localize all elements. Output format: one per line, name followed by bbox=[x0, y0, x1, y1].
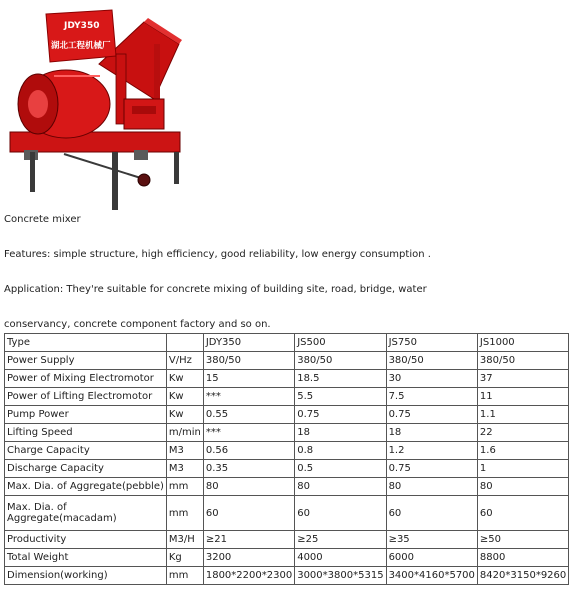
application-paragraph-line2: conservancy, concrete component factory and so on. bbox=[4, 319, 271, 330]
table-value-cell: 380/50 bbox=[203, 352, 294, 370]
table-unit-cell: Kw bbox=[166, 406, 203, 424]
table-row bbox=[5, 424, 569, 442]
table-value-cell: *** bbox=[203, 388, 294, 406]
table-unit-cell: Kw bbox=[166, 388, 203, 406]
table-value-cell: 18 bbox=[295, 424, 386, 442]
table-value-cell: 80 bbox=[295, 478, 386, 496]
table-value-cell: 8800 bbox=[477, 549, 568, 567]
table-value-cell: 60 bbox=[295, 496, 386, 531]
table-value-cell: ≥50 bbox=[477, 531, 568, 549]
table-row-label: Power of Mixing Electromotor bbox=[5, 370, 167, 388]
table-value-cell: 6000 bbox=[386, 549, 477, 567]
concrete-mixer-photo bbox=[4, 4, 190, 212]
table-row-label: Power Supply bbox=[5, 352, 167, 370]
table-row bbox=[5, 460, 569, 478]
table-value-cell: JDY350 bbox=[203, 334, 294, 352]
table-row-label: Discharge Capacity bbox=[5, 460, 167, 478]
table-row-label: Lifting Speed bbox=[5, 424, 167, 442]
table-value-cell: 18 bbox=[386, 424, 477, 442]
table-row-label: Productivity bbox=[5, 531, 167, 549]
table-row-label: Dimension(working) bbox=[5, 567, 167, 585]
table-value-cell: 0.5 bbox=[295, 460, 386, 478]
table-row bbox=[5, 388, 569, 406]
table-value-cell: ≥25 bbox=[295, 531, 386, 549]
table-unit-cell: V/Hz bbox=[166, 352, 203, 370]
table-value-cell: 0.8 bbox=[295, 442, 386, 460]
table-row bbox=[5, 478, 569, 496]
spec-table-body bbox=[5, 334, 569, 585]
table-row-label: Pump Power bbox=[5, 406, 167, 424]
table-unit-cell: mm bbox=[166, 567, 203, 585]
table-value-cell: JS1000 bbox=[477, 334, 568, 352]
table-unit-cell bbox=[166, 334, 203, 352]
table-value-cell: 80 bbox=[386, 478, 477, 496]
table-unit-cell: M3/H bbox=[166, 531, 203, 549]
table-value-cell: 3000*3800*5315 bbox=[295, 567, 386, 585]
product-title: Concrete mixer bbox=[4, 214, 81, 225]
table-value-cell: ≥21 bbox=[203, 531, 294, 549]
features-paragraph: Features: simple structure, high efficiency, good reliability, low energy consumption . bbox=[4, 249, 431, 260]
table-row bbox=[5, 370, 569, 388]
table-value-cell: 60 bbox=[386, 496, 477, 531]
table-value-cell: 0.55 bbox=[203, 406, 294, 424]
table-row bbox=[5, 531, 569, 549]
table-row-label: Power of Lifting Electromotor bbox=[5, 388, 167, 406]
table-value-cell: 4000 bbox=[295, 549, 386, 567]
table-value-cell: 5.5 bbox=[295, 388, 386, 406]
table-value-cell: 18.5 bbox=[295, 370, 386, 388]
table-value-cell: JS750 bbox=[386, 334, 477, 352]
table-value-cell: 380/50 bbox=[295, 352, 386, 370]
table-row bbox=[5, 334, 569, 352]
table-row bbox=[5, 352, 569, 370]
table-value-cell: 30 bbox=[386, 370, 477, 388]
table-value-cell: 0.75 bbox=[386, 460, 477, 478]
table-value-cell: 1.2 bbox=[386, 442, 477, 460]
table-value-cell: 60 bbox=[477, 496, 568, 531]
table-value-cell: ≥35 bbox=[386, 531, 477, 549]
table-value-cell: 1.1 bbox=[477, 406, 568, 424]
table-value-cell: 380/50 bbox=[386, 352, 477, 370]
table-row-label: Total Weight bbox=[5, 549, 167, 567]
table-row bbox=[5, 549, 569, 567]
table-value-cell: 380/50 bbox=[477, 352, 568, 370]
table-value-cell: 37 bbox=[477, 370, 568, 388]
table-value-cell: 1800*2200*2300 bbox=[203, 567, 294, 585]
table-value-cell: 80 bbox=[203, 478, 294, 496]
table-row bbox=[5, 567, 569, 585]
sign-factory-text: 湖北工程机械厂 bbox=[51, 41, 111, 51]
spec-table bbox=[4, 333, 569, 585]
table-row-label: Max. Dia. of Aggregate(pebble) bbox=[5, 478, 167, 496]
table-value-cell: JS500 bbox=[295, 334, 386, 352]
table-unit-cell: mm bbox=[166, 478, 203, 496]
table-unit-cell: m/min bbox=[166, 424, 203, 442]
table-row bbox=[5, 442, 569, 460]
application-paragraph-line1: Application: They're suitable for concrete mixing of building site, road, bridge, water bbox=[4, 284, 427, 295]
table-value-cell: 0.75 bbox=[386, 406, 477, 424]
concrete-mixer-illustration bbox=[4, 4, 190, 212]
table-unit-cell: Kg bbox=[166, 549, 203, 567]
table-value-cell: 22 bbox=[477, 424, 568, 442]
table-value-cell: 60 bbox=[203, 496, 294, 531]
table-row bbox=[5, 496, 569, 531]
table-value-cell: 1 bbox=[477, 460, 568, 478]
table-value-cell: 80 bbox=[477, 478, 568, 496]
table-row-label: Max. Dia. of Aggregate(macadam) bbox=[5, 496, 167, 531]
table-value-cell: 8420*3150*9260 bbox=[477, 567, 568, 585]
table-value-cell: 11 bbox=[477, 388, 568, 406]
table-value-cell: 1.6 bbox=[477, 442, 568, 460]
table-value-cell: 0.35 bbox=[203, 460, 294, 478]
table-row-label: Charge Capacity bbox=[5, 442, 167, 460]
table-unit-cell: M3 bbox=[166, 460, 203, 478]
table-value-cell: 7.5 bbox=[386, 388, 477, 406]
table-unit-cell: M3 bbox=[166, 442, 203, 460]
table-value-cell: 0.56 bbox=[203, 442, 294, 460]
table-value-cell: 3400*4160*5700 bbox=[386, 567, 477, 585]
table-value-cell: 3200 bbox=[203, 549, 294, 567]
table-value-cell: *** bbox=[203, 424, 294, 442]
table-unit-cell: mm bbox=[166, 496, 203, 531]
table-unit-cell: Kw bbox=[166, 370, 203, 388]
table-value-cell: 0.75 bbox=[295, 406, 386, 424]
table-row-label: Type bbox=[5, 334, 167, 352]
sign-model-text: JDY350 bbox=[64, 21, 100, 31]
table-row bbox=[5, 406, 569, 424]
table-value-cell: 15 bbox=[203, 370, 294, 388]
